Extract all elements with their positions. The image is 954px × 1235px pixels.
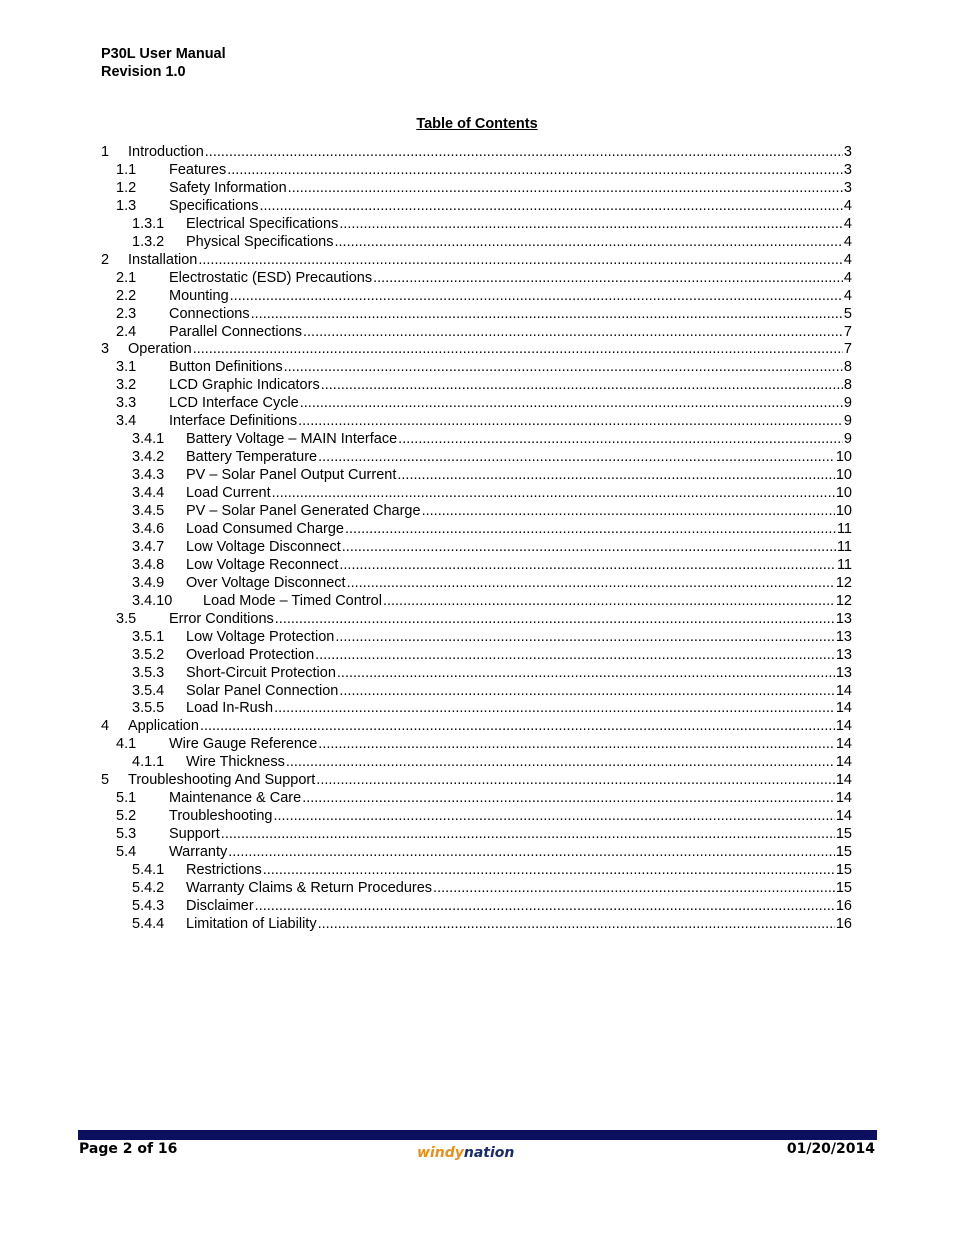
toc-entry-number: 3.4.3 bbox=[132, 467, 165, 484]
toc-leader-dots bbox=[298, 412, 843, 430]
toc-entry-number: 2.1 bbox=[116, 269, 137, 286]
toc-leader-dots bbox=[422, 502, 835, 520]
manual-title: P30L User Manual bbox=[101, 46, 226, 62]
toc-entry-number: 3.1 bbox=[116, 359, 137, 376]
toc-leader-dots bbox=[284, 358, 843, 376]
toc-entry-title: Load In-Rush bbox=[186, 700, 274, 717]
toc-entry[interactable] bbox=[116, 735, 852, 753]
toc-entry-number: 5.2 bbox=[116, 808, 137, 825]
toc-leader-dots bbox=[300, 394, 843, 412]
toc-entry[interactable] bbox=[116, 843, 852, 861]
toc-entry-page: 15 bbox=[835, 826, 852, 843]
toc-entry[interactable] bbox=[132, 484, 852, 502]
toc-entry-title: Wire Gauge Reference bbox=[169, 736, 318, 753]
toc-leader-dots bbox=[321, 376, 843, 394]
toc-entry[interactable] bbox=[116, 789, 852, 807]
toc-entry-number: 3.5.4 bbox=[132, 682, 165, 699]
toc-entry-title: Electrostatic (ESD) Precautions bbox=[169, 269, 373, 286]
toc-leader-dots bbox=[315, 646, 835, 664]
toc-entry-title: Button Definitions bbox=[169, 359, 283, 376]
toc-entry[interactable] bbox=[116, 807, 852, 825]
toc-leader-dots bbox=[303, 323, 843, 341]
toc-leader-dots bbox=[347, 574, 835, 592]
toc-entry[interactable] bbox=[132, 466, 852, 484]
toc-entry-number: 3.4.4 bbox=[132, 485, 165, 502]
toc-entry-title: Wire Thickness bbox=[186, 754, 285, 771]
toc-entry-number: 3.4.5 bbox=[132, 503, 165, 519]
windynation-logo bbox=[417, 1143, 537, 1161]
toc-entry[interactable] bbox=[101, 340, 852, 358]
toc-entry-title: Application bbox=[128, 718, 199, 735]
toc-entry-title: Safety Information bbox=[169, 179, 287, 196]
toc-leader-dots bbox=[288, 179, 843, 197]
toc-leader-dots bbox=[345, 520, 836, 538]
toc-entry-number: 3.5.2 bbox=[132, 646, 165, 663]
toc-entry-page: 14 bbox=[835, 808, 852, 825]
toc-entry-number: 4.1 bbox=[116, 736, 137, 753]
toc-entry-number: 2.2 bbox=[116, 287, 137, 304]
toc-entry-page: 13 bbox=[835, 610, 852, 627]
toc-entry[interactable] bbox=[116, 825, 852, 843]
toc-entry-number: 1 bbox=[101, 144, 110, 160]
toc-entry-page: 14 bbox=[835, 682, 852, 699]
toc-entry-title: Disclaimer bbox=[186, 897, 254, 914]
toc-entry[interactable] bbox=[132, 915, 852, 933]
toc-entry-title: Warranty Claims & Return Procedures bbox=[186, 879, 433, 896]
toc-entry-page: 4 bbox=[843, 197, 852, 214]
toc-entry-page: 8 bbox=[843, 359, 852, 376]
toc-leader-dots bbox=[318, 915, 835, 933]
toc-entry-title: Low Voltage Reconnect bbox=[186, 556, 339, 573]
toc-entry-title: Short-Circuit Protection bbox=[186, 664, 336, 681]
toc-leader-dots bbox=[263, 861, 835, 879]
svg-text:windynation: windynation bbox=[417, 1145, 515, 1161]
toc-entry-number: 3.4.9 bbox=[132, 574, 165, 591]
toc-entry[interactable] bbox=[132, 897, 852, 915]
toc-entry-page: 9 bbox=[843, 395, 852, 412]
toc-leader-dots bbox=[193, 340, 843, 358]
toc-leader-dots bbox=[398, 430, 843, 448]
toc-entry-number: 1.3.2 bbox=[132, 233, 165, 250]
toc-entry-title: Interface Definitions bbox=[169, 413, 298, 430]
page-number: Page 2 of 16 bbox=[79, 1141, 178, 1157]
toc-leader-dots bbox=[251, 305, 843, 323]
toc-entry-page: 3 bbox=[843, 179, 852, 196]
toc-entry-page: 14 bbox=[835, 718, 852, 735]
toc-entry-number: 3.4 bbox=[116, 413, 137, 430]
toc-entry-page: 16 bbox=[835, 915, 852, 932]
toc-entry-page: 14 bbox=[835, 736, 852, 753]
toc-leader-dots bbox=[302, 789, 835, 807]
toc-entry-number: 1.1 bbox=[116, 161, 137, 178]
toc-entry[interactable] bbox=[116, 610, 852, 628]
toc-leader-dots bbox=[273, 807, 834, 825]
toc-entry-page: 15 bbox=[835, 879, 852, 896]
toc-leader-dots bbox=[272, 484, 835, 502]
toc-entry-number: 5.4.3 bbox=[132, 897, 165, 914]
toc-entry[interactable] bbox=[116, 197, 852, 215]
toc-entry-page: 8 bbox=[843, 377, 852, 394]
toc-entry-page: 7 bbox=[843, 341, 852, 358]
toc-entry-number: 1.3 bbox=[116, 197, 137, 214]
toc-entry-page: 16 bbox=[835, 897, 852, 914]
toc-leader-dots bbox=[335, 628, 835, 646]
toc-entry-title: Connections bbox=[169, 305, 250, 322]
toc-entry[interactable] bbox=[132, 664, 852, 682]
toc-entry[interactable] bbox=[132, 448, 852, 466]
toc-entry-number: 3.5.5 bbox=[132, 700, 165, 717]
toc-entry-title: Maintenance & Care bbox=[169, 790, 302, 807]
toc-entry-title: LCD Interface Cycle bbox=[169, 395, 299, 412]
toc-entry-page: 4 bbox=[843, 287, 852, 304]
toc-entry-number: 3.3 bbox=[116, 395, 137, 412]
toc-leader-dots bbox=[383, 592, 835, 610]
toc-leader-dots bbox=[339, 215, 843, 233]
toc-leader-dots bbox=[318, 735, 835, 753]
toc-entry-page: 10 bbox=[835, 467, 852, 484]
toc-entry[interactable] bbox=[132, 556, 852, 574]
toc-entry-page: 4 bbox=[843, 251, 852, 268]
toc-entry-title: Warranty bbox=[169, 844, 228, 861]
toc-entry-number: 2 bbox=[101, 251, 110, 268]
toc-entry[interactable] bbox=[116, 358, 852, 376]
toc-leader-dots bbox=[337, 664, 835, 682]
toc-entry-number: 3.4.6 bbox=[132, 520, 165, 537]
toc-entry-page: 12 bbox=[835, 592, 852, 609]
document-header bbox=[101, 45, 226, 81]
toc-entry-title: Battery Voltage – MAIN Interface bbox=[186, 431, 398, 448]
toc-entry[interactable] bbox=[116, 323, 852, 341]
toc-entry[interactable] bbox=[101, 717, 852, 735]
toc-entry-title: Parallel Connections bbox=[169, 323, 302, 340]
toc-entry-title: Electrical Specifications bbox=[186, 215, 339, 232]
toc-entry-number: 5.1 bbox=[116, 790, 137, 807]
toc-entry[interactable] bbox=[132, 233, 852, 251]
toc-entry[interactable] bbox=[132, 646, 852, 664]
toc-entry-title: Load Mode – Timed Control bbox=[203, 592, 382, 609]
toc-leader-dots bbox=[228, 843, 835, 861]
toc-leader-dots bbox=[274, 699, 835, 717]
toc-entry[interactable] bbox=[132, 502, 852, 520]
toc-entry-page: 10 bbox=[835, 449, 852, 466]
toc-entry-number: 5.4.4 bbox=[132, 915, 165, 932]
toc-entry-title: Low Voltage Disconnect bbox=[186, 538, 341, 555]
toc-entry[interactable] bbox=[116, 305, 852, 323]
toc-entry-title: Restrictions bbox=[186, 862, 262, 878]
toc-leader-dots bbox=[200, 717, 835, 735]
toc-entry-title: Specifications bbox=[169, 197, 259, 214]
toc-entry[interactable] bbox=[132, 538, 852, 556]
toc-entry-number: 3.4.2 bbox=[132, 449, 165, 466]
toc-entry[interactable] bbox=[116, 376, 852, 394]
toc-entry-page: 5 bbox=[843, 305, 852, 322]
toc-entry[interactable] bbox=[116, 269, 852, 287]
toc-entry[interactable] bbox=[132, 520, 852, 538]
toc-leader-dots bbox=[316, 771, 835, 789]
toc-leader-dots bbox=[255, 897, 835, 915]
toc-entry-title: Solar Panel Connection bbox=[186, 682, 339, 699]
toc-entry-page: 13 bbox=[835, 646, 852, 663]
toc-entry-page: 3 bbox=[843, 144, 852, 160]
toc-entry-title: Battery Temperature bbox=[186, 449, 318, 466]
toc-entry-page: 12 bbox=[835, 574, 852, 591]
toc-entry-page: 15 bbox=[835, 862, 852, 878]
toc-entry-number: 3.4.1 bbox=[132, 431, 165, 448]
toc-entry-number: 3.2 bbox=[116, 377, 137, 394]
toc-entry-title: Features bbox=[169, 161, 227, 178]
toc-leader-dots bbox=[397, 466, 834, 484]
toc-entry-number: 4 bbox=[101, 718, 110, 735]
toc-entry-number: 3.4.7 bbox=[132, 538, 165, 555]
toc-entry-page: 9 bbox=[843, 413, 852, 430]
toc-entry-title: Over Voltage Disconnect bbox=[186, 574, 346, 591]
toc-leader-dots bbox=[198, 251, 843, 269]
toc-entry-page: 9 bbox=[843, 431, 852, 448]
toc-leader-dots bbox=[339, 682, 835, 700]
toc-entry[interactable] bbox=[132, 215, 852, 233]
toc-entry[interactable] bbox=[116, 394, 852, 412]
toc-entry-page: 11 bbox=[836, 520, 852, 537]
toc-entry[interactable] bbox=[132, 861, 852, 879]
toc-entry[interactable] bbox=[116, 179, 852, 197]
toc-entry-number: 3 bbox=[101, 341, 110, 358]
toc-entry-title: Installation bbox=[128, 251, 198, 268]
toc-leader-dots bbox=[275, 610, 835, 628]
toc-entry[interactable] bbox=[132, 430, 852, 448]
toc-entry-page: 14 bbox=[835, 754, 852, 771]
toc-leader-dots bbox=[259, 197, 842, 215]
toc-entry[interactable] bbox=[101, 251, 852, 269]
toc-entry-number: 3.5.3 bbox=[132, 664, 165, 681]
document-date: 01/20/2014 bbox=[786, 1141, 875, 1157]
toc-entry-title: Support bbox=[169, 826, 220, 843]
toc-entry-number: 5.3 bbox=[116, 826, 137, 843]
toc-leader-dots bbox=[221, 825, 835, 843]
toc-entry-page: 11 bbox=[836, 538, 852, 555]
toc-entry[interactable] bbox=[116, 412, 852, 430]
toc-entry-page: 3 bbox=[843, 161, 852, 178]
toc-entry-page: 13 bbox=[835, 664, 852, 681]
toc-leader-dots bbox=[339, 556, 836, 574]
toc-entry-number: 4.1.1 bbox=[132, 754, 165, 771]
toc-entry-title: LCD Graphic Indicators bbox=[169, 377, 320, 394]
toc-entry[interactable] bbox=[116, 161, 852, 179]
toc-entry-page: 4 bbox=[843, 233, 852, 250]
toc-entry-title: Error Conditions bbox=[169, 610, 274, 627]
toc-entry-title: Limitation of Liability bbox=[186, 915, 317, 932]
toc-entry[interactable] bbox=[132, 574, 852, 592]
toc-leader-dots bbox=[227, 161, 843, 179]
toc-entry-number: 1.2 bbox=[116, 179, 137, 196]
toc-entry-page: 11 bbox=[836, 556, 852, 573]
toc-entry-title: Mounting bbox=[169, 287, 229, 304]
toc-entry-page: 15 bbox=[835, 844, 852, 861]
toc-entry-page: 4 bbox=[843, 269, 852, 286]
toc-entry-title: Operation bbox=[128, 341, 192, 358]
toc-entry-page: 7 bbox=[843, 323, 852, 340]
toc-entry-title: Physical Specifications bbox=[186, 233, 334, 250]
toc-heading: Table of Contents bbox=[416, 116, 538, 132]
toc-entry-title: Load Consumed Charge bbox=[186, 520, 344, 537]
toc-leader-dots bbox=[342, 538, 836, 556]
toc-entry-page: 10 bbox=[835, 503, 852, 519]
toc-leader-dots bbox=[335, 233, 843, 251]
toc-leader-dots bbox=[373, 269, 843, 287]
toc-leader-dots bbox=[433, 879, 835, 897]
toc-entry[interactable] bbox=[101, 143, 852, 161]
toc-entry-page: 10 bbox=[835, 485, 852, 502]
toc-entry[interactable] bbox=[116, 287, 852, 305]
toc-entry-number: 3.4.10 bbox=[132, 592, 173, 609]
toc-entry-title: Introduction bbox=[128, 144, 204, 160]
toc-entry-number: 2.4 bbox=[116, 323, 137, 340]
toc-entry-page: 14 bbox=[835, 790, 852, 807]
toc-entry[interactable] bbox=[101, 771, 852, 789]
toc-entry-title: PV – Solar Panel Output Current bbox=[186, 467, 397, 484]
toc-entry[interactable] bbox=[132, 628, 852, 646]
toc-entry[interactable] bbox=[132, 753, 852, 771]
toc-entry[interactable] bbox=[132, 682, 852, 700]
toc-entry-page: 14 bbox=[835, 700, 852, 717]
toc-entry-number: 3.5 bbox=[116, 610, 137, 627]
toc-entry-number: 3.4.8 bbox=[132, 556, 165, 573]
toc-entry[interactable] bbox=[132, 879, 852, 897]
toc-entry-title: Low Voltage Protection bbox=[186, 628, 335, 645]
toc-entry-title: Troubleshooting And Support bbox=[128, 772, 316, 789]
toc-entry-number: 5.4.2 bbox=[132, 879, 165, 896]
toc-entry[interactable] bbox=[132, 699, 852, 717]
toc-entry-page: 13 bbox=[835, 628, 852, 645]
toc-entry[interactable] bbox=[132, 592, 852, 610]
toc-leader-dots bbox=[230, 287, 843, 305]
toc-entry-number: 5.4 bbox=[116, 844, 137, 861]
toc-entry-number: 2.3 bbox=[116, 305, 137, 322]
toc-entry-title: Troubleshooting bbox=[169, 808, 273, 825]
toc-entry-number: 5.4.1 bbox=[132, 862, 165, 878]
toc-entry-title: Overload Protection bbox=[186, 646, 315, 663]
toc-leader-dots bbox=[205, 143, 843, 161]
toc-entry-title: Load Current bbox=[186, 485, 271, 502]
toc-entry-number: 3.5.1 bbox=[132, 628, 165, 645]
toc-entry-page: 4 bbox=[843, 215, 852, 232]
toc-entry-number: 5 bbox=[101, 772, 110, 789]
toc-entry-title: PV – Solar Panel Generated Charge bbox=[186, 503, 421, 519]
footer-bar bbox=[78, 1130, 877, 1140]
toc-entry-number: 1.3.1 bbox=[132, 215, 165, 232]
toc-entry-page: 14 bbox=[835, 772, 852, 789]
toc-leader-dots bbox=[286, 753, 835, 771]
toc-leader-dots bbox=[318, 448, 835, 466]
revision-label: Revision 1.0 bbox=[101, 64, 186, 80]
